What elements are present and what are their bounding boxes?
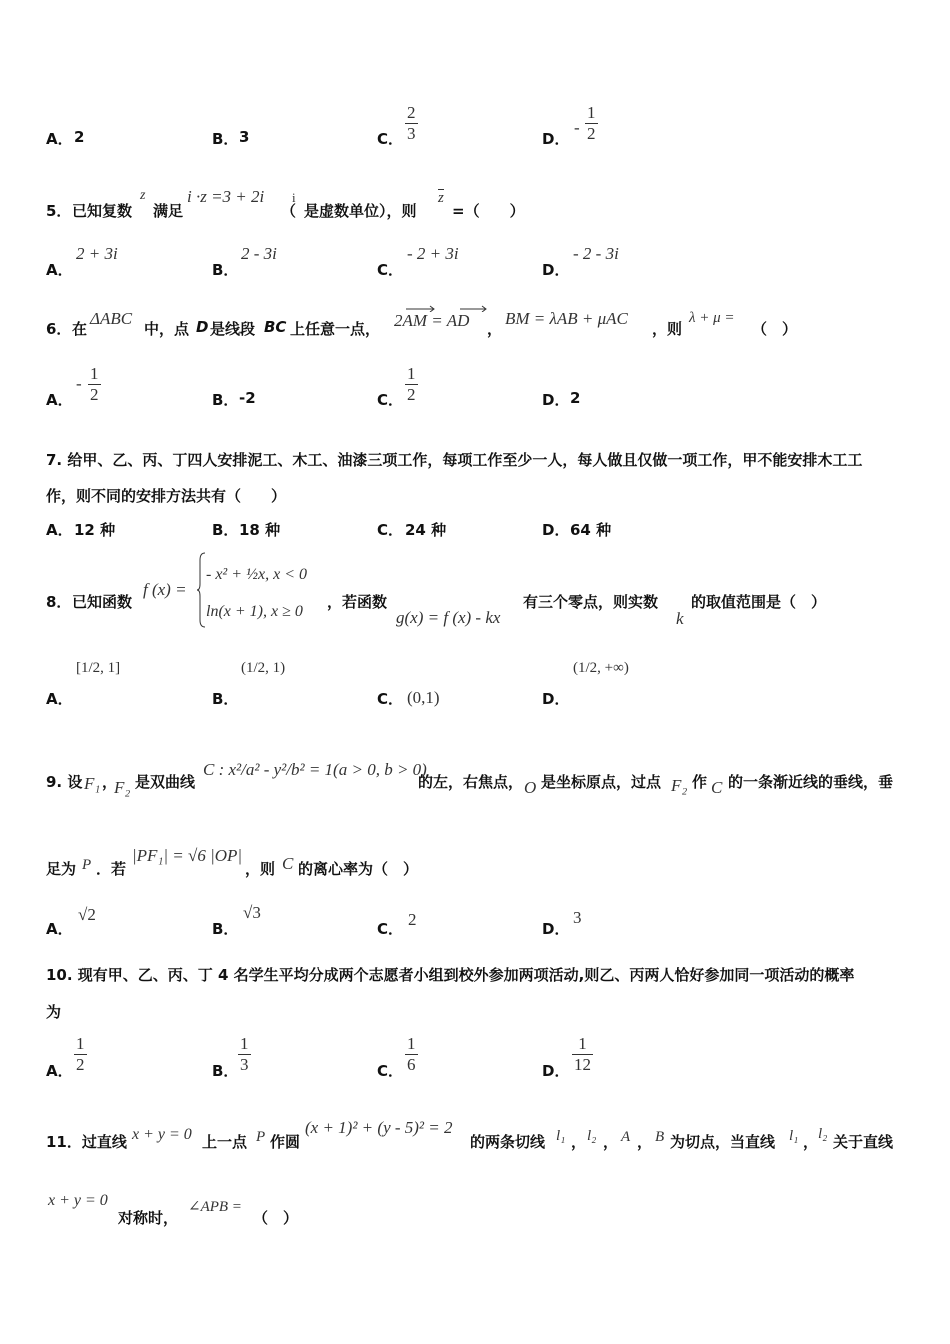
q11-math-P: P [256,1129,266,1145]
q11-text-6: ， [637,1133,653,1151]
q5-option-c-value: - 2 + 3i [407,244,459,263]
q5-option-c-label: C． [377,261,404,279]
fraction-numerator: 1 [407,1034,416,1053]
q11-math-B: B [655,1129,665,1145]
q9-text-5: 作 [692,773,708,791]
q5-option-b-label: B． [212,261,239,279]
q6-math-vector-eq-1: 2AM = AD [394,311,470,330]
q8-text-3: 有三个零点，则实数 [523,593,659,611]
q5-option-d-value: - 2 - 3i [573,244,619,263]
fraction-denominator: 2 [587,124,596,143]
q11-text-7: 为切点，当直线 [670,1133,776,1151]
q7-option-c-value: 24 种 [405,521,447,539]
q5-option-d-label: D． [542,261,570,279]
q10-option-d-label: D． [542,1062,570,1080]
q9-text-10: 的离心率为（ ） [298,860,419,878]
q7-option-c-label: C． [377,521,404,539]
q11-text-11: （ ） [253,1209,299,1227]
q9-text-1: ， [102,773,118,791]
q4-option-d-sign: - [574,118,580,137]
q10-line-2: 为 [46,1003,62,1021]
q11-text-5: ， [603,1133,619,1151]
q10-option-c-label: C． [377,1062,404,1080]
q8-option-b-value: (1/2, 1) [241,660,286,676]
q10-option-a-label: A． [46,1062,73,1080]
q7-option-a-label: A． [46,521,73,539]
q6-option-c-label: C． [377,391,404,409]
q6-number: 6． [46,320,72,338]
q11-text-4: ， [571,1133,587,1151]
fraction-numerator: 2 [407,103,416,122]
q9-option-a-value: √2 [78,905,96,924]
q8-number: 8． [46,593,72,611]
q8-text-2: ，若函数 [327,593,388,611]
q7-option-a-value: 12 种 [74,521,116,539]
q11-text-3: 的两条切线 [470,1133,546,1151]
q8-case-2: ln(x + 1), x ≥ 0 [206,603,303,620]
q6-option-c-fraction [405,364,418,405]
q6-text-4: 上任意一点， [290,320,381,338]
q5-text-4: 是虚数单位），则 [304,202,417,220]
q6-text-7: （ ） [752,320,798,338]
q6-text-2: 中，点 [144,320,190,338]
q11-number: 11．过直线 [46,1133,127,1151]
q11-text-2: 作圆 [270,1133,301,1151]
fraction-numerator: 1 [587,103,596,122]
q8-option-b-label: B． [212,690,239,708]
q4-option-a-value: 2 [74,128,85,146]
q9-math-hyperbola: C : x²/a² - y²/b² = 1(a > 0, b > 0) [203,760,427,779]
q6-option-a-sign: - [76,374,82,393]
q8-math-fx: f (x) = [143,580,187,599]
q6-math-BC: BC [264,318,287,336]
q8-option-a-value: [1/2, 1] [76,660,121,676]
q9-text-3: 的左，右焦点， [418,773,524,791]
q5-number: 5． [46,202,72,220]
q9-option-d-label: D． [542,920,570,938]
q5-option-a-value: 2 + 3i [76,244,118,263]
q7-line-1: 7. 给甲、乙、丙、丁四人安排泥工、木工、油漆三项工作，每项工作至少一人，每人做且仅做一项工作，甲不能安排木工工 [46,451,863,469]
q7-line-2: 作，则不同的安排方法共有（ ） [46,487,287,505]
q4-option-d-label: D． [542,130,570,148]
q9-math-C-2: C [282,854,294,873]
q8-option-c-value: (0,1) [407,688,440,707]
fraction-denominator: 2 [407,385,416,404]
q11-text-1: 上一点 [202,1133,248,1151]
q7-option-d-value: 64 种 [570,521,612,539]
q8-text-4: 的取值范围是（ ） [691,593,827,611]
fraction-numerator: 1 [578,1034,587,1053]
q6-option-b-value: -2 [239,389,256,407]
q8-option-d-value: (1/2, +∞) [573,660,629,676]
q11-math-l2: l₂ [587,1128,597,1144]
q9-text-9: ，则 [245,860,276,878]
q5-text-2: 满足 [153,202,184,220]
q6-option-a-fraction [88,364,101,405]
q8-math-k: k [676,609,684,628]
q8-case-1: - x² + ½x, x < 0 [206,566,308,583]
q5-math-zbar: z [438,190,444,206]
q6-math-triangle: ΔABC [90,309,133,328]
fraction-denominator: 2 [90,385,99,404]
q5-option-b-value: 2 - 3i [241,244,277,263]
q5-math-equation: i ·z =3 + 2i [187,187,265,206]
q9-text-7: 足为 [46,860,77,878]
q6-option-b-label: B． [212,391,239,409]
q10-option-a-fraction [74,1034,87,1075]
q5-option-a-label: A． [46,261,73,279]
q10-line-1: 10. 现有甲、乙、丙、丁 4 名学生平均分成两个志愿者小组到校外参加两项活动,则乙、丙两人恰好参加同一项活动的概率 [46,966,855,984]
q6-text-1: 在 [72,320,88,338]
q9-option-c-value: 2 [408,910,417,929]
q6-math-D: D [196,318,209,336]
q4-option-b-label: B． [212,130,239,148]
q9-text-2: 是双曲线 [135,773,196,791]
q9-math-C: C [711,778,723,797]
q11-math-l2-b: l₂ [818,1126,828,1142]
fraction-denominator: 3 [240,1055,249,1074]
q4-option-d-fraction [585,103,598,144]
q9-text-6: 的一条渐近线的垂线，垂 [728,773,894,791]
q9-text-4: 是坐标原点，过点 [541,773,662,791]
q8-text-1: 已知函数 [72,593,133,611]
q6-text-5: ， [487,320,503,338]
fraction-numerator: 1 [76,1034,85,1053]
q5-text-1: 已知复数 [72,202,133,220]
q9-option-a-label: A． [46,920,73,938]
q11-math-A: A [621,1129,631,1145]
q11-math-l1: l₁ [556,1128,566,1144]
q9-math-O: O [524,778,537,797]
q11-text-8: ， [803,1133,819,1151]
q8-option-c-label: C． [377,690,404,708]
q6-option-a-label: A． [46,391,73,409]
q9-number: 9. 设 [46,773,83,791]
q7-option-d-label: D． [542,521,570,539]
q10-option-c-fraction [405,1034,418,1075]
fraction-numerator: 1 [240,1034,249,1053]
fraction-denominator: 3 [407,124,416,143]
q4-option-c-label: C． [377,130,404,148]
q6-math-vector-eq-2: BM = λAB + μAC [505,309,628,328]
q11-math-circle: (x + 1)² + (y - 5)² = 2 [305,1118,453,1137]
q7-option-b-label: B． [212,521,239,539]
q11-math-l1-b: l₁ [789,1128,799,1144]
q6-option-d-value: 2 [570,389,581,407]
q6-text-6: ，则 [652,320,683,338]
fraction-numerator: 1 [90,364,99,383]
q6-math-lambda-mu: λ + μ = [689,310,735,326]
q7-option-b-value: 18 种 [239,521,281,539]
q4-option-b-value: 3 [239,128,250,146]
q9-option-c-label: C． [377,920,404,938]
q9-math-F2: F₂ [114,778,131,797]
q5-text-5: =（ ） [452,202,525,220]
q10-option-d-fraction [572,1034,593,1075]
q9-math-F2-b: F₂ [671,776,688,795]
q6-text-3: 是线段 [210,320,256,338]
q5-math-i: i [292,190,296,205]
q11-text-10: 对称时， [118,1209,179,1227]
q9-option-d-value: 3 [573,908,582,927]
q8-brace-icon [196,552,206,628]
q6-vector-arrows [404,304,488,312]
q5-text-3: （ [281,202,297,220]
q11-math-line-2: x + y = 0 [48,1192,108,1209]
q9-option-b-value: √3 [243,903,261,922]
q10-option-b-fraction [238,1034,251,1075]
q4-option-a-label: A． [46,130,73,148]
q9-math-F1: F₁ [84,774,101,793]
q11-math-line: x + y = 0 [132,1126,192,1143]
fraction-denominator: 6 [407,1055,416,1074]
fraction-numerator: 1 [407,364,416,383]
q11-text-9: 关于直线 [833,1133,894,1151]
q9-option-b-label: B． [212,920,239,938]
fraction-denominator: 12 [574,1055,591,1074]
q5-math-z: z [140,188,146,203]
q6-option-d-label: D． [542,391,570,409]
q10-option-b-label: B． [212,1062,239,1080]
q9-math-equation: |PF₁| = √6 |OP| [132,846,243,865]
q11-math-angle: ∠APB = [188,1199,242,1215]
q4-option-c-fraction [405,103,418,144]
q8-option-d-label: D． [542,690,570,708]
q8-math-gx: g(x) = f (x) - kx [396,608,501,627]
q8-option-a-label: A． [46,690,73,708]
q9-math-P: P [82,857,92,873]
fraction-denominator: 2 [76,1055,85,1074]
q9-text-8: ．若 [96,860,127,878]
